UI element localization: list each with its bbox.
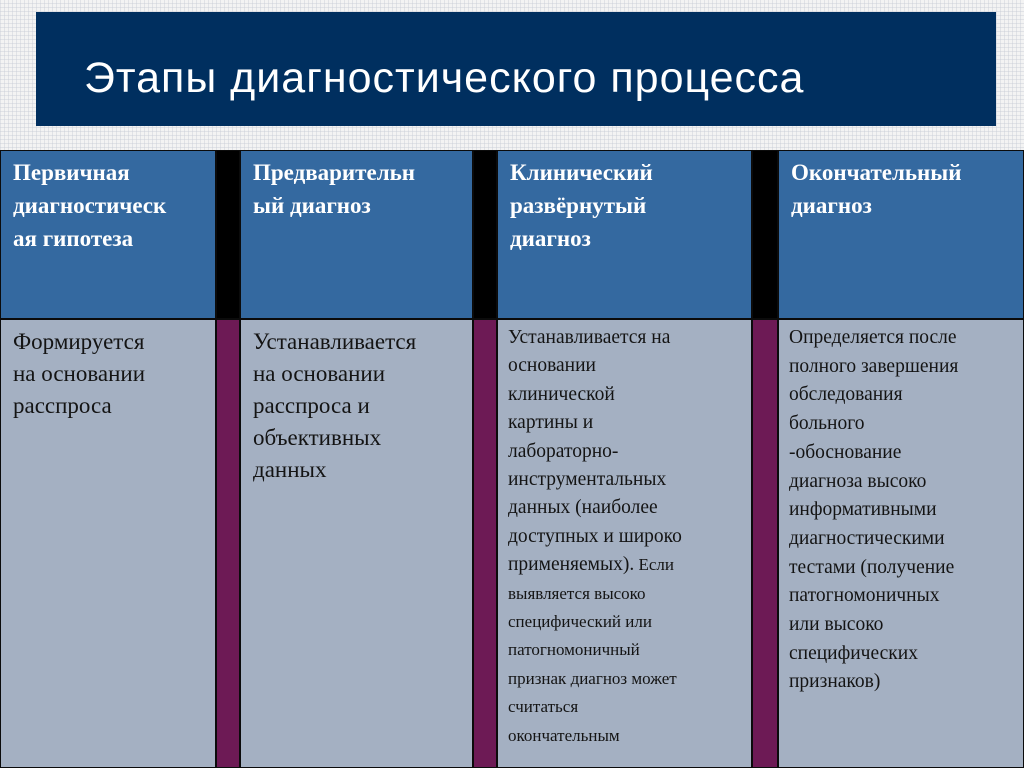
body-line: на основании [253, 361, 386, 386]
body-line: картины и [508, 412, 594, 434]
header-primary-hypothesis [0, 150, 216, 319]
body-line: больного [789, 413, 865, 435]
body-line: тестами (получение [789, 556, 955, 578]
body-line: диагностическими [789, 527, 945, 549]
column-divider [216, 150, 240, 319]
body-line [508, 551, 745, 579]
slide-title-text: Этапы диагностического процесса [84, 53, 805, 102]
body-line: полного завершения [789, 355, 959, 377]
body-line-small: признак диагноз может [508, 668, 677, 688]
body-text-small: Если [634, 555, 675, 575]
body-final-diagnosis [778, 319, 1024, 768]
body-line: или высоко [789, 614, 884, 636]
header-clinical-diagnosis [497, 150, 752, 319]
header-line: Окончательный [791, 160, 962, 185]
column-divider [216, 319, 240, 768]
body-line: данных (наиболее [508, 497, 658, 519]
header-line: диагноз [791, 193, 872, 218]
body-line-small: окончательным [508, 725, 620, 745]
body-clinical-diagnosis [497, 319, 752, 768]
body-line: данных [253, 457, 327, 482]
body-line: специфических [789, 642, 918, 664]
body-line: клинической [508, 383, 615, 405]
header-final-diagnosis [778, 150, 1024, 319]
body-line: Определяется после [789, 327, 957, 348]
stages-table [0, 150, 1024, 768]
column-divider [752, 150, 778, 319]
body-line: Устанавливается на [508, 327, 671, 348]
slide-title [36, 12, 996, 126]
body-line: расспроса и [253, 393, 370, 418]
body-line: расспроса [13, 393, 112, 418]
header-line: ый диагноз [253, 193, 371, 218]
body-line: признаков) [789, 671, 881, 693]
header-line: ая гипотеза [13, 226, 134, 251]
header-line: диагностическ [13, 193, 167, 218]
body-line-small: патогномоничный [508, 640, 640, 660]
header-line: Предварительн [253, 160, 416, 185]
header-preliminary-diagnosis [240, 150, 473, 319]
body-line: патогномоничных [789, 585, 940, 607]
column-divider [473, 319, 497, 768]
body-line: на основании [13, 361, 146, 386]
header-line: развёрнутый [510, 193, 647, 218]
body-line-small: считаться [508, 697, 579, 717]
body-line: инструментальных [508, 469, 667, 491]
body-primary-hypothesis [0, 319, 216, 768]
body-line: информативными [789, 499, 937, 521]
column-divider [752, 319, 778, 768]
body-line: диагноза высоко [789, 470, 927, 492]
header-line: диагноз [510, 226, 591, 251]
body-line-small: специфический или [508, 612, 652, 632]
body-text: применяемых). [508, 554, 635, 576]
body-line: лабораторно- [508, 440, 619, 462]
header-line: Клинический [510, 160, 653, 185]
body-line: основании [508, 355, 596, 377]
header-line: Первичная [13, 160, 130, 185]
body-preliminary-diagnosis [240, 319, 473, 768]
body-line: доступных и широко [508, 525, 682, 547]
body-line: -обоснование [789, 441, 902, 463]
body-line-small: выявляется высоко [508, 583, 646, 603]
body-line: обследования [789, 384, 903, 406]
body-line: объективных [253, 425, 382, 450]
body-line: Устанавливается [253, 329, 417, 354]
column-divider [473, 150, 497, 319]
body-line: Формируется [13, 329, 145, 354]
